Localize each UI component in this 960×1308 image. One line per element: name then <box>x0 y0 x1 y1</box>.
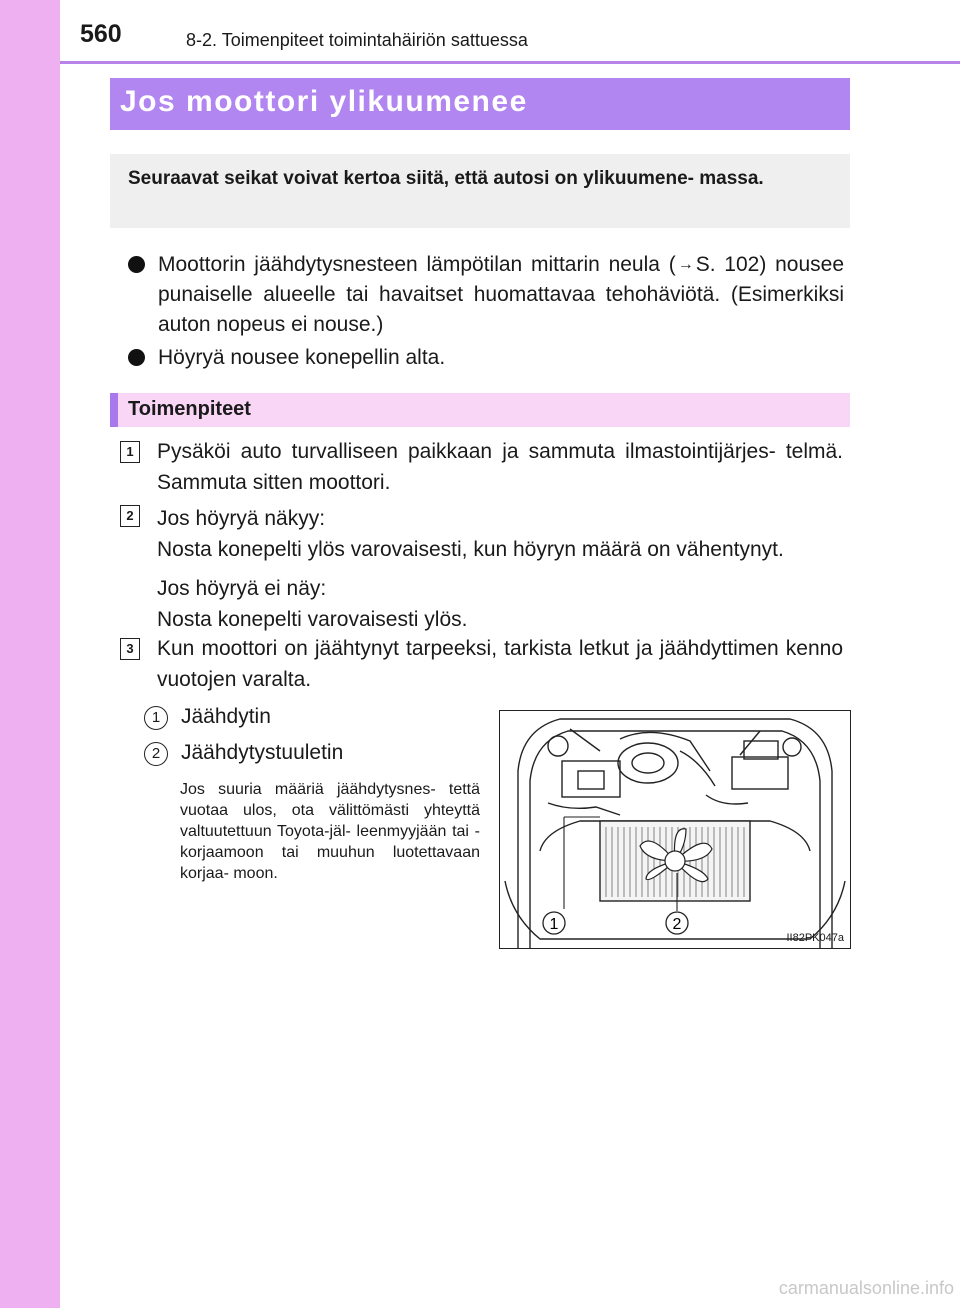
step-number-1: 1 <box>120 441 140 463</box>
callout-1-label: 1 <box>549 916 559 933</box>
actions-heading: Toimenpiteet <box>128 398 251 420</box>
engine-bay-drawing <box>500 711 850 948</box>
legend-number-1: 1 <box>144 706 168 730</box>
bullet-dot <box>128 256 145 273</box>
step-2-instruction-b: Nosta konepelti varovaisesti ylös. <box>157 608 468 631</box>
actions-header-accent <box>110 393 118 427</box>
actions-header <box>110 393 850 427</box>
step-number-3: 3 <box>120 638 140 660</box>
section-title: Jos moottori ylikuumenee <box>120 85 528 118</box>
legend-number-2: 2 <box>144 742 168 766</box>
step-number-2: 2 <box>120 505 140 527</box>
step-2-condition-b: Jos höyryä ei näy: <box>157 577 327 600</box>
warning-note: Jos suuria määriä jäähdytysnes- tettä vuotaa ulos, ota välittömästi yhteyttä valtuutettuun Toyota-jäl- leenmyyjään tai -korjaamoon tai muuhun luotettavaan korjaa- moon. <box>180 781 480 882</box>
chapter-title: 8-2. Toimenpiteet toimintahäiriön sattuessa <box>186 30 528 50</box>
symptom-item <box>128 343 844 373</box>
step-2-instruction-a: Nosta konepelti ylös varovaisesti, kun höyryn määrä on vähentynyt. <box>157 538 784 561</box>
intro-box <box>110 154 850 228</box>
intro-text: Seuraavat seikat voivat kertoa siitä, että autosi on ylikuumene- massa. <box>128 168 764 189</box>
step-3-text: Kun moottori on jäähtynyt tarpeeksi, tarkista letkut ja jäähdyttimen kenno vuotojen varalta. <box>157 637 843 691</box>
reference-arrow-icon: → <box>677 256 694 273</box>
legend-label-fan: Jäähdytystuuletin <box>181 741 344 764</box>
side-tab <box>0 0 60 1308</box>
page-number: 560 <box>80 20 122 48</box>
symptom-item <box>128 250 844 340</box>
step-2-content <box>157 503 843 635</box>
section-title-bar <box>110 78 850 130</box>
symptom-list <box>128 250 844 376</box>
bullet-dot <box>128 349 145 366</box>
figure-code: II82PK047a <box>786 932 844 944</box>
watermark: carmanualsonline.info <box>778 1278 954 1298</box>
step-1-text: Pysäköi auto turvalliseen paikkaan ja sammuta ilmastointijärjes- telmä. Sammuta sitten moottori. <box>157 440 843 494</box>
engine-bay-illustration <box>499 710 851 949</box>
symptom-text-end: nousee punaiselle alueelle tai havaitset huomattavaa tehohäviötä. (Esimerkiksi auton nopeus ei nouse.) <box>158 253 844 336</box>
step-2-condition-a: Jos höyryä näkyy: <box>157 507 326 530</box>
symptom-text-start: Moottorin jäähdytysnesteen lämpötilan mittarin neula ( <box>158 253 676 276</box>
symptom-text: Höyryä nousee konepellin alta. <box>158 346 446 369</box>
legend-label-radiator: Jäähdytin <box>181 705 271 728</box>
page-reference[interactable]: S. 102) <box>695 253 767 276</box>
callout-2-label: 2 <box>672 916 682 933</box>
header-rule <box>60 61 960 64</box>
